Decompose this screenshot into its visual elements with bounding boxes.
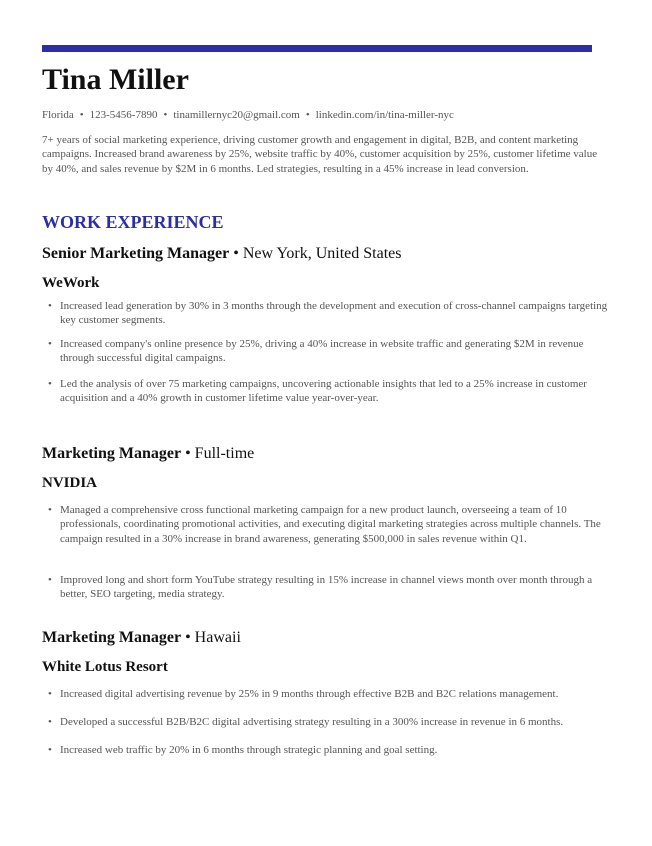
job-company-3: White Lotus Resort [42, 659, 168, 675]
job-company-2: NVIDIA [42, 475, 98, 491]
candidate-name: Tina Miller [42, 63, 189, 96]
bullet-item: • Increased digital advertising revenue by 25% in 9 months through effective B2B and B2C relations management. [42, 687, 608, 701]
bullet-item: • Improved long and short form YouTube strategy resulting in 15% increase in channel views month over month through a better, SEO targeting, media strategy. [42, 573, 608, 602]
header-accent-rule [42, 45, 592, 52]
contact-separator: • [305, 109, 310, 121]
bullet-item: • Managed a comprehensive cross functional marketing campaign for a new product launch, overseeing a team of 10 professionals, coordinating promotional activities, and executing digital marketing strategies across multiple channels. The campaign resulted in a 30% increase in brand awareness, generating $500,000 in sales revenue within Q1. [42, 503, 608, 546]
job-title-1 [42, 244, 402, 264]
job-role: Marketing Manager [42, 629, 182, 646]
bullet-item: • Increased lead generation by 30% in 3 months through the development and execution of cross-channel campaigns targeting key customer segments. [42, 299, 608, 328]
contact-location: Florida [42, 109, 74, 121]
job-title-3 [42, 628, 241, 648]
job-role: Senior Marketing Manager [42, 245, 230, 262]
contact-phone: 123-5456-7890 [89, 109, 158, 121]
contact-line [42, 108, 454, 122]
contact-separator: • [79, 109, 84, 121]
professional-summary: 7+ years of social marketing experience, driving customer growth and engagement in digital, B2B, and content marketing campaigns. Increased brand awareness by 25%, website traffic by 40%, customer acquisition by 25%, customer lifetime value by 40%, and sales revenue by $2M in 6 months. Led strategies, resulting in a 45% increase in lead conversion. [42, 134, 598, 175]
job-role: Marketing Manager [42, 445, 182, 462]
bullet-item: • Developed a successful B2B/B2C digital advertising strategy resulting in a 300% increase in revenue in 6 months. [42, 715, 608, 729]
job-company-1: WeWork [42, 275, 100, 291]
bullet-item: • Increased company's online presence by 25%, driving a 40% increase in website traffic and generating $2M in revenue through successful digital campaigns. [42, 337, 608, 366]
contact-linkedin-link[interactable]: linkedin.com/in/tina-miller-nyc [315, 109, 454, 121]
section-title-work-experience: WORK EXPERIENCE [42, 212, 224, 232]
bullet-item: • Increased web traffic by 20% in 6 months through strategic planning and goal setting. [42, 743, 608, 757]
bullet-item: • Led the analysis of over 75 marketing campaigns, uncovering actionable insights that led to a 25% increase in customer acquisition and a 40% growth in customer lifetime value year-over-year. [42, 377, 608, 406]
job-detail: • Hawaii [181, 629, 241, 646]
contact-email-link[interactable]: tinamillernyc20@gmail.com [173, 109, 300, 121]
job-detail: • Full-time [181, 445, 255, 462]
job-title-2 [42, 444, 254, 464]
job-detail: • New York, United States [229, 245, 402, 262]
contact-separator: • [163, 109, 168, 121]
